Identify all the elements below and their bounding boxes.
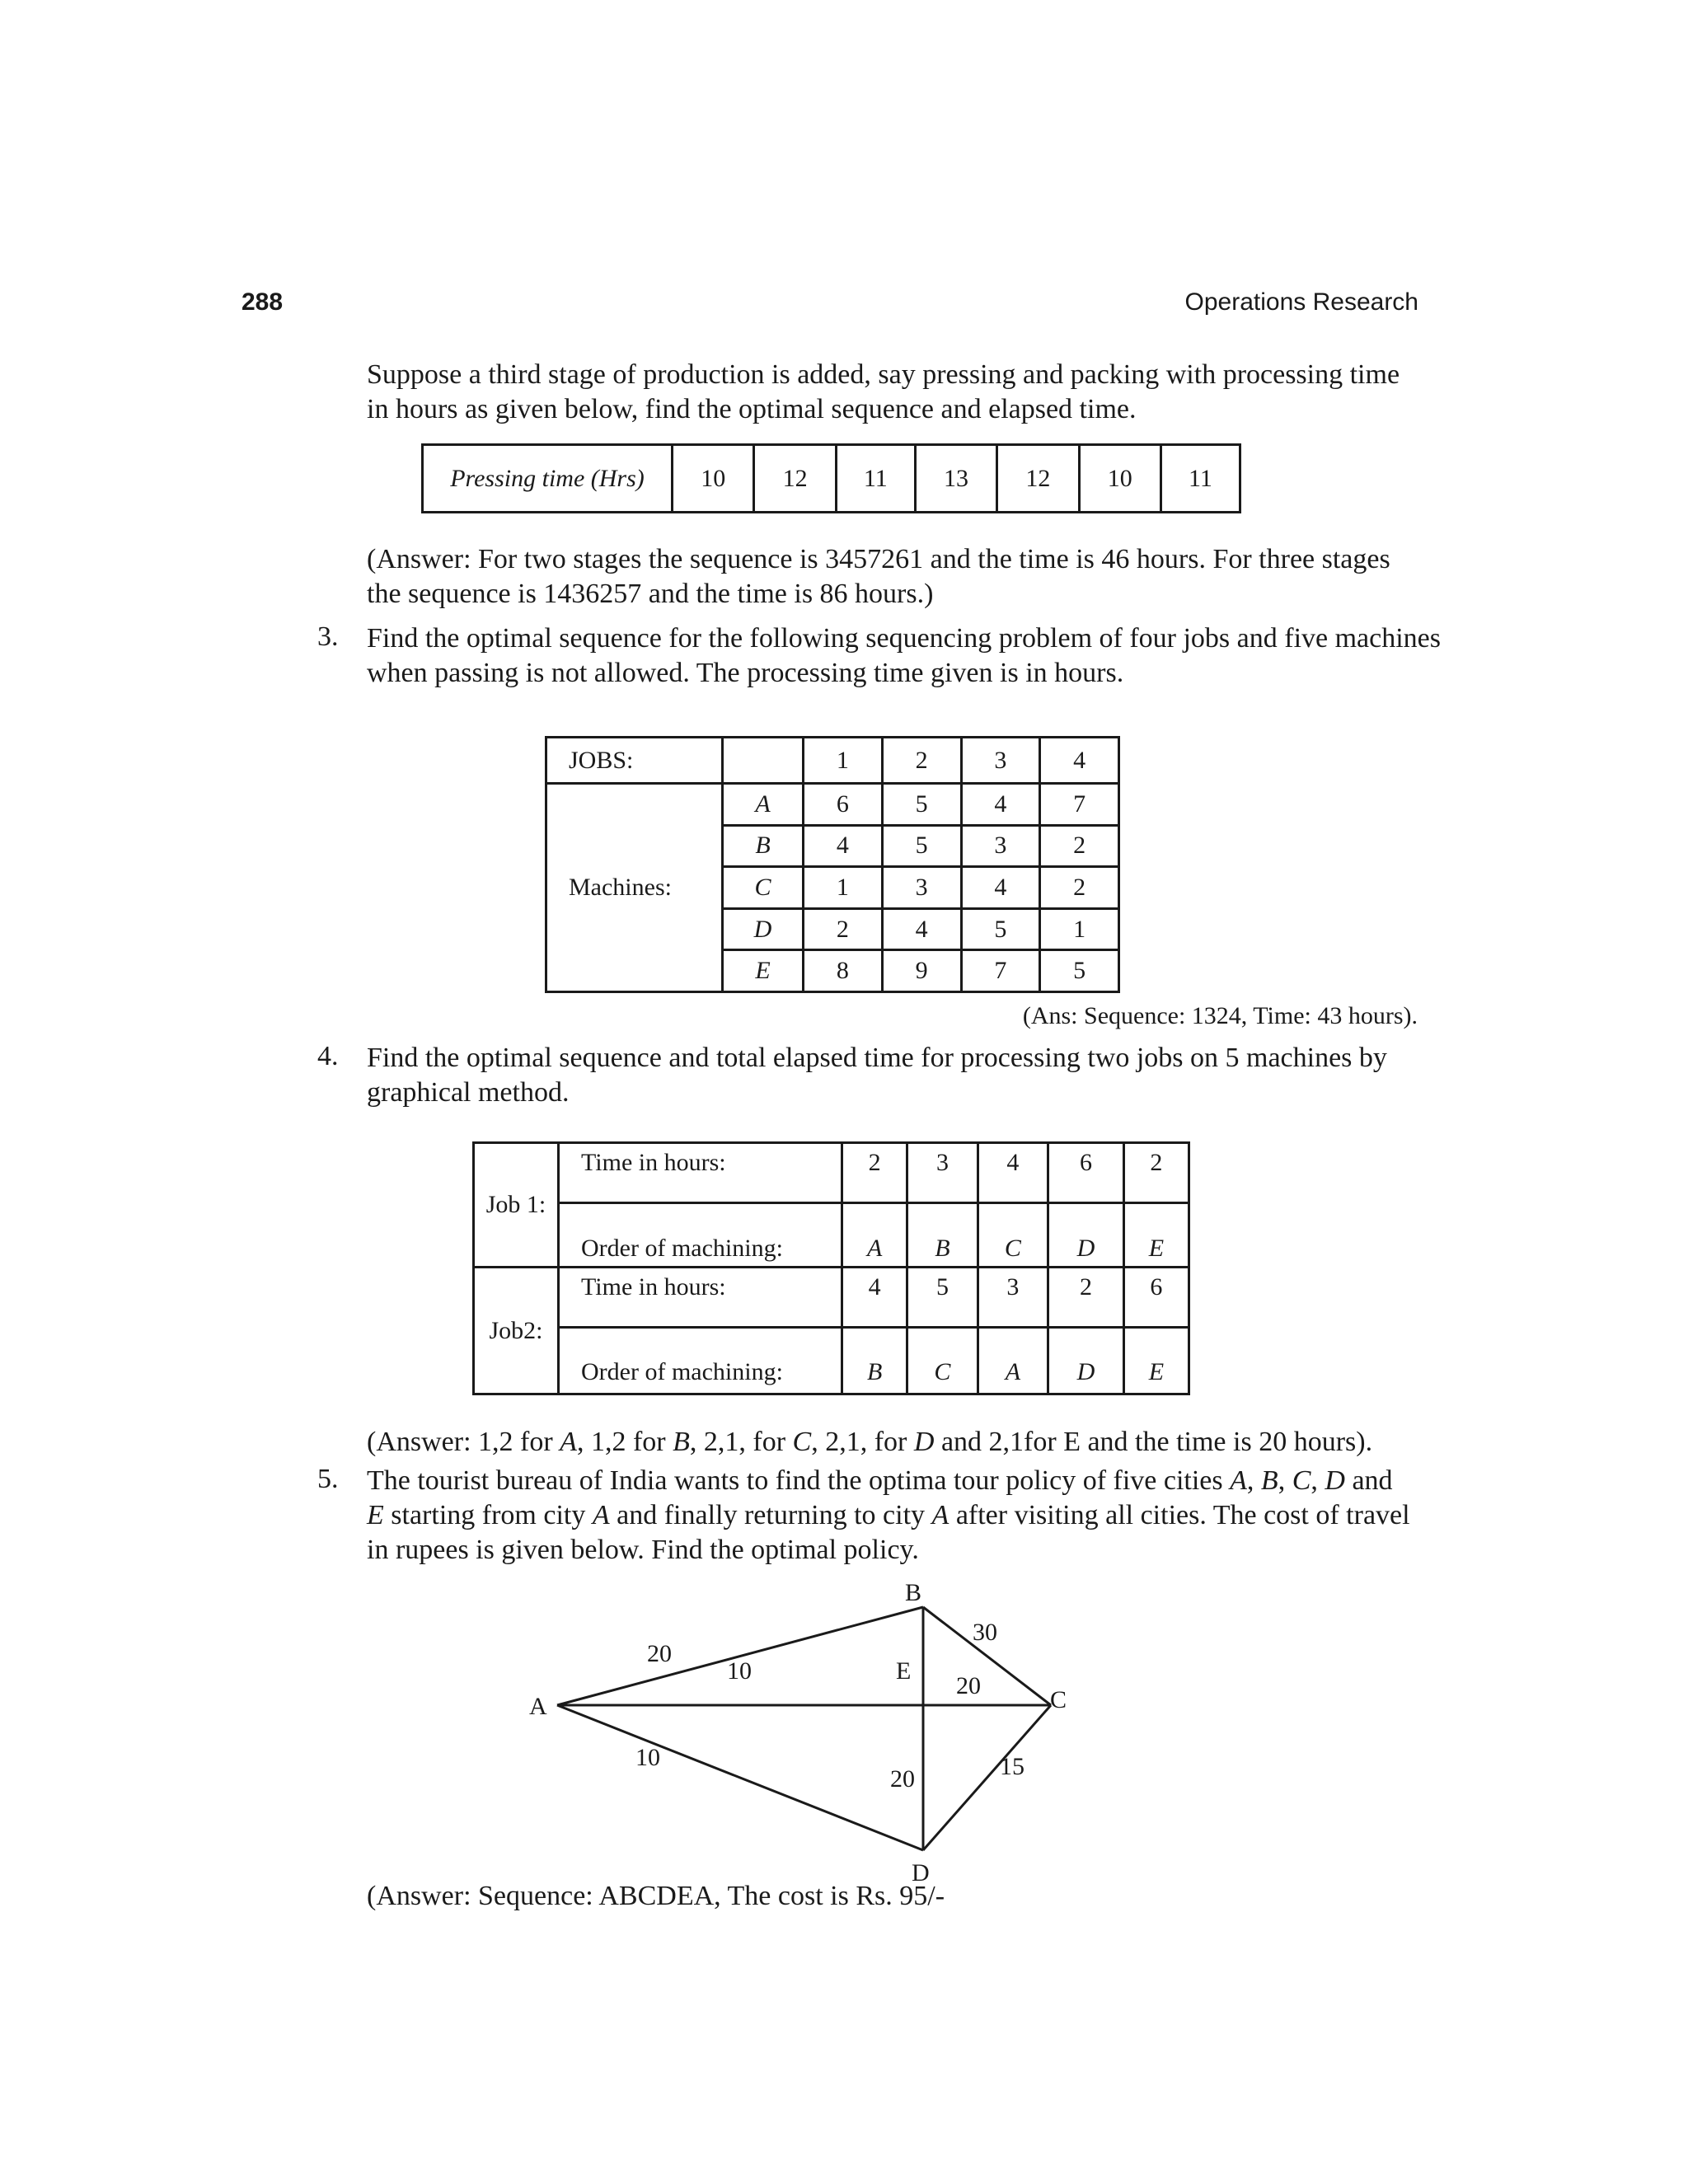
page-number: 288 <box>241 288 284 316</box>
q5-italic: A <box>931 1500 950 1530</box>
job-header: 3 <box>961 738 1040 784</box>
time-cell: 7 <box>1040 784 1119 826</box>
time-cell: 2 <box>1040 867 1119 909</box>
node-e-label: E <box>896 1657 912 1685</box>
time-cell: 3 <box>907 1143 978 1203</box>
order-cell: E <box>1123 1328 1189 1394</box>
pressing-value: 10 <box>1079 445 1160 513</box>
q5-italic: C <box>1292 1465 1311 1496</box>
time-cell: 3 <box>978 1268 1048 1328</box>
time-cell: 2 <box>804 908 883 950</box>
time-cell: 6 <box>1048 1143 1124 1203</box>
answer-text: , 1,2 for <box>576 1427 673 1457</box>
q5-italic: A <box>592 1500 610 1530</box>
order-cell: C <box>978 1202 1048 1268</box>
job-header: 1 <box>804 738 883 784</box>
time-cell: 2 <box>1040 825 1119 867</box>
q5-italic: A <box>1230 1465 1247 1496</box>
time-cell: 2 <box>1123 1143 1189 1203</box>
answer-italic: A <box>560 1427 577 1457</box>
machine-name: C <box>723 867 804 909</box>
machine-name: D <box>723 908 804 950</box>
time-cell: 4 <box>842 1268 907 1328</box>
question-line: in rupees is given below. Find the optimal policy. <box>367 1535 919 1565</box>
order-label: Order of machining: <box>559 1328 842 1394</box>
q5-italic: E <box>367 1500 384 1530</box>
intro-line: in hours as given below, find the optimal sequence and elapsed time. <box>367 394 1137 424</box>
pressing-value: 11 <box>1160 445 1240 513</box>
time-cell: 5 <box>1040 950 1119 992</box>
answer-q5: (Answer: Sequence: ABCDEA, The cost is Rs. 95/- <box>367 1881 945 1911</box>
node-d-label: D <box>912 1859 930 1886</box>
time-cell: 5 <box>961 908 1040 950</box>
answer-text: , 2,1, for <box>689 1427 793 1457</box>
q5-text: , <box>1311 1465 1325 1496</box>
time-cell: 6 <box>1123 1268 1189 1328</box>
time-cell: 4 <box>961 867 1040 909</box>
answer-text: and 2,1for E and the time is 20 hours). <box>934 1427 1373 1457</box>
time-cell: 4 <box>961 784 1040 826</box>
edge-label-ed: 20 <box>890 1765 915 1793</box>
answer-line: the sequence is 1436257 and the time is 86 hours.) <box>367 579 934 609</box>
edge-label-ad: 10 <box>635 1744 660 1771</box>
job2-label: Job2: <box>474 1268 559 1394</box>
time-cell: 4 <box>804 825 883 867</box>
time-cell: 5 <box>907 1268 978 1328</box>
order-cell: B <box>842 1328 907 1394</box>
q5-italic: B <box>1260 1465 1278 1496</box>
q5-text: after visiting all cities. The cost of travel <box>949 1500 1410 1530</box>
answer-italic: D <box>913 1427 935 1457</box>
order-label: Order of machining: <box>559 1202 842 1268</box>
order-cell: A <box>842 1202 907 1268</box>
edge-a-d <box>557 1705 923 1850</box>
order-cell: B <box>907 1202 978 1268</box>
order-cell: D <box>1048 1328 1124 1394</box>
time-cell: 3 <box>882 867 961 909</box>
q5-italic: D <box>1325 1465 1345 1496</box>
machines-label: Machines: <box>546 784 723 992</box>
pressing-value: 12 <box>997 445 1079 513</box>
edge-label-ab: 20 <box>647 1640 672 1667</box>
jobs-label: JOBS: <box>546 738 723 784</box>
answer-italic: B <box>673 1427 690 1457</box>
pressing-value: 13 <box>915 445 996 513</box>
time-cell: 4 <box>978 1143 1048 1203</box>
machine-name: B <box>723 825 804 867</box>
job-header: 2 <box>882 738 961 784</box>
time-cell: 4 <box>882 908 961 950</box>
question-line: graphical method. <box>367 1077 570 1108</box>
machine-name: E <box>723 950 804 992</box>
q5-text: The tourist bureau of India wants to find the optima tour policy of five cities <box>367 1465 1231 1496</box>
question-number: 4. <box>317 1041 339 1071</box>
question-number: 3. <box>317 621 339 652</box>
question-line: Find the optimal sequence and total elapsed time for processing two jobs on 5 machines by <box>367 1043 1387 1073</box>
q5-text: , <box>1246 1465 1261 1496</box>
edge-label-bc: 30 <box>973 1619 997 1646</box>
job-header: 4 <box>1040 738 1119 784</box>
time-cell: 8 <box>804 950 883 992</box>
edge-label-ec: 20 <box>956 1672 981 1699</box>
q5-text: and finally returning to city <box>609 1500 932 1530</box>
order-cell: A <box>978 1328 1048 1394</box>
job1-label: Job 1: <box>474 1143 559 1268</box>
node-c-label: C <box>1050 1686 1067 1713</box>
order-cell: E <box>1123 1202 1189 1268</box>
edge-label-ae: 10 <box>727 1657 752 1685</box>
question-number: 5. <box>317 1464 339 1494</box>
question-line: Find the optimal sequence for the following sequencing problem of four jobs and five machines <box>367 623 1442 654</box>
intro-line: Suppose a third stage of production is added, say pressing and packing with processing time <box>367 359 1400 390</box>
pressing-value: 12 <box>754 445 836 513</box>
edge-a-b <box>557 1607 923 1705</box>
time-cell: 3 <box>961 825 1040 867</box>
time-cell: 1 <box>804 867 883 909</box>
time-cell: 5 <box>882 784 961 826</box>
node-a-label: A <box>529 1693 547 1720</box>
time-cell: 7 <box>961 950 1040 992</box>
running-title: Operations Research <box>1184 288 1418 316</box>
answer-text: (Answer: 1,2 for <box>367 1427 560 1457</box>
edge-d-c <box>923 1705 1051 1850</box>
edge-label-dc: 15 <box>1000 1753 1025 1780</box>
answer-text: , 2,1, for <box>811 1427 914 1457</box>
machine-name: A <box>723 784 804 826</box>
order-cell: C <box>907 1328 978 1394</box>
answer-italic: C <box>792 1427 812 1457</box>
pressing-label: Pressing time (Hrs) <box>423 445 673 513</box>
time-cell: 2 <box>1048 1268 1124 1328</box>
time-cell: 1 <box>1040 908 1119 950</box>
time-label: Time in hours: <box>559 1143 842 1203</box>
q5-text: starting from city <box>383 1500 593 1530</box>
answer-line: (Answer: For two stages the sequence is 3457261 and the time is 46 hours. For three stages <box>367 544 1390 574</box>
order-cell: D <box>1048 1202 1124 1268</box>
time-cell: 9 <box>882 950 961 992</box>
pressing-value: 10 <box>673 445 754 513</box>
answer-q3: (Ans: Sequence: 1324, Time: 43 hours). <box>1022 1002 1418 1029</box>
q5-text: , <box>1278 1465 1292 1496</box>
time-label: Time in hours: <box>559 1268 842 1328</box>
pressing-value: 11 <box>836 445 915 513</box>
question-line: when passing is not allowed. The processing time given is in hours. <box>367 658 1124 688</box>
q5-text: and <box>1344 1465 1393 1496</box>
time-cell: 6 <box>804 784 883 826</box>
time-cell: 2 <box>842 1143 907 1203</box>
time-cell: 5 <box>882 825 961 867</box>
node-b-label: B <box>905 1579 922 1606</box>
